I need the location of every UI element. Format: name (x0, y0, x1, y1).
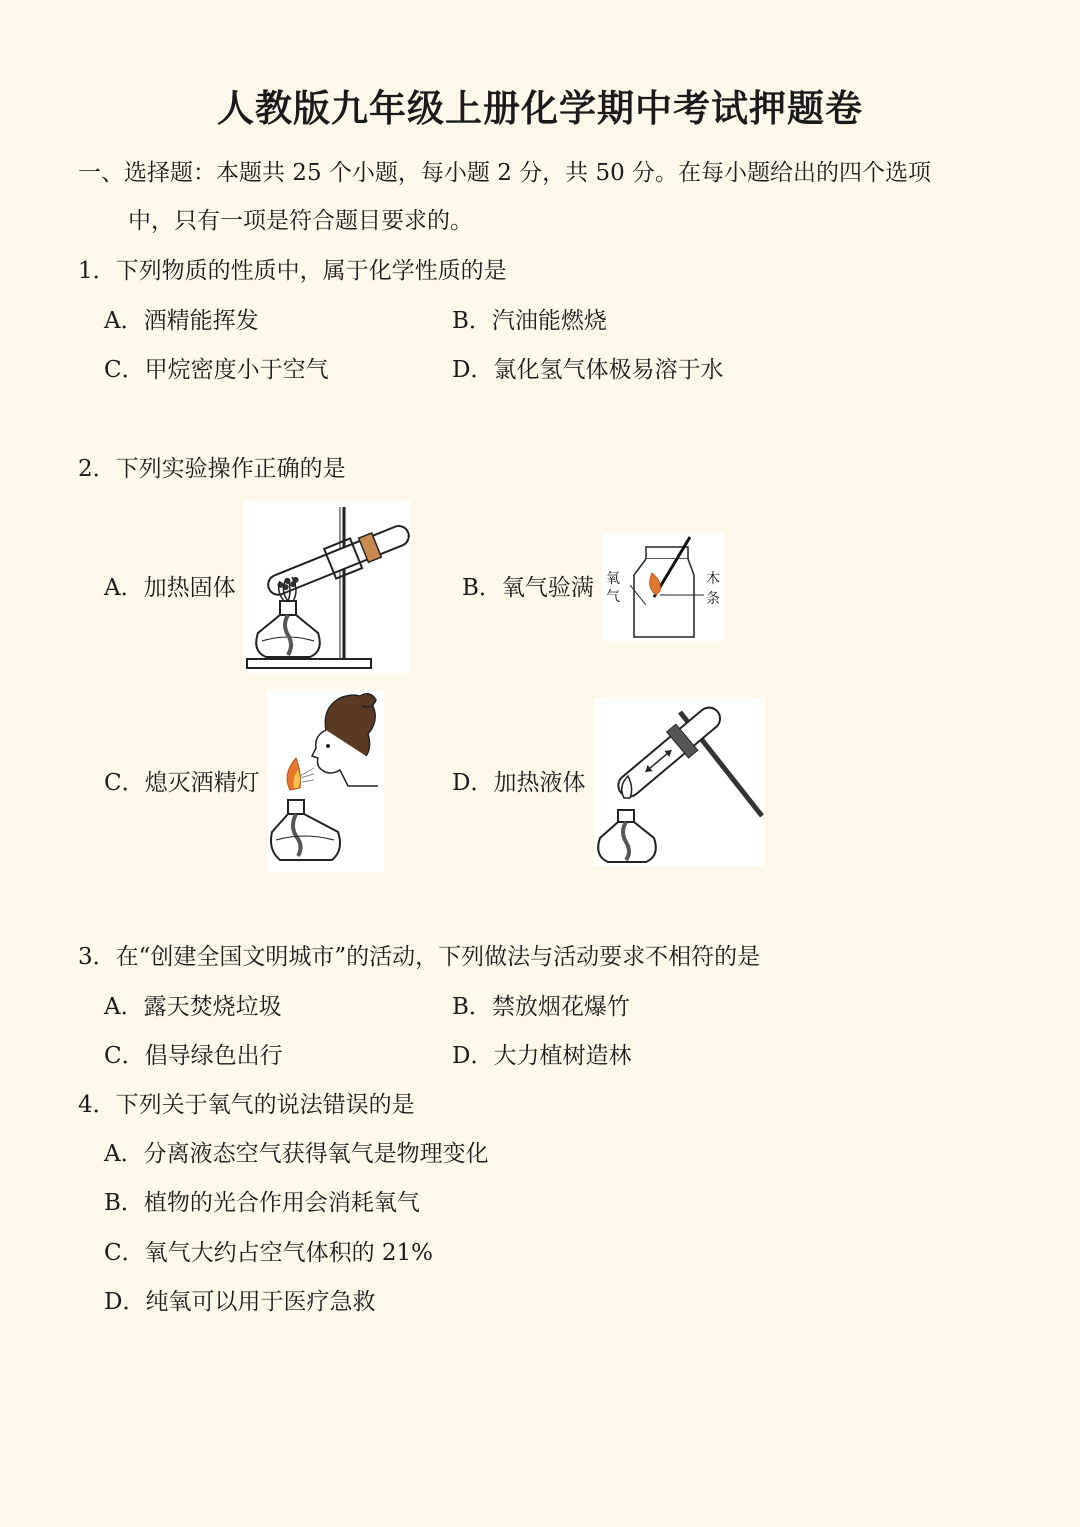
section-instruction-line2: 中，只有一项是符合题目要求的。 (128, 208, 473, 234)
question-2-option-c: C．熄灭酒精灯 (104, 770, 260, 796)
page-title: 人教版九年级上册化学期中考试押题卷 (217, 87, 863, 130)
label-stick-1: 木 (706, 571, 720, 587)
question-3-option-d: D．大力植树造林 (452, 1043, 632, 1069)
question-1-stem: 1．下列物质的性质中，属于化学性质的是 (78, 258, 507, 284)
question-4-option-d: D．纯氧可以用于医疗急救 (104, 1289, 376, 1315)
figure-heating-solid (244, 501, 410, 673)
question-3-option-c: C．倡导绿色出行 (104, 1043, 283, 1069)
question-4-option-a: A．分离液态空气获得氧气是物理变化 (104, 1141, 489, 1167)
figure-extinguish-lamp (268, 690, 384, 872)
question-2-option-b: B．氧气验满 (462, 575, 594, 601)
question-4-option-b: B．植物的光合作用会消耗氧气 (104, 1190, 420, 1216)
question-2-option-a: A．加热固体 (104, 575, 236, 601)
question-2-stem: 2．下列实验操作正确的是 (78, 456, 346, 482)
question-1-option-c: C．甲烷密度小于空气 (104, 357, 329, 383)
figure-heating-liquid (594, 698, 764, 866)
question-3-stem: 3．在“创建全国文明城市”的活动，下列做法与活动要求不相符的是 (78, 944, 761, 970)
question-3-option-b: B．禁放烟花爆竹 (452, 994, 630, 1020)
question-2-option-d: D．加热液体 (452, 770, 586, 796)
figure-oxygen-test (602, 533, 724, 641)
question-1-option-b: B．汽油能燃烧 (452, 308, 607, 334)
question-1-option-d: D．氯化氢气体极易溶于水 (452, 357, 724, 383)
question-4-stem: 4．下列关于氧气的说法错误的是 (78, 1092, 415, 1118)
label-gas-1: 氧 (606, 571, 620, 587)
label-stick-2: 条 (706, 591, 720, 607)
label-gas-2: 气 (606, 589, 620, 605)
question-3-option-a: A．露天焚烧垃圾 (104, 994, 282, 1020)
question-4-option-c: C．氧气大约占空气体积的 21% (104, 1240, 434, 1266)
question-1-option-a: A．酒精能挥发 (104, 308, 259, 334)
section-instruction-line1: 一、选择题：本题共 25 个小题，每小题 2 分，共 50 分。在每小题给出的四个选项 (78, 160, 932, 186)
